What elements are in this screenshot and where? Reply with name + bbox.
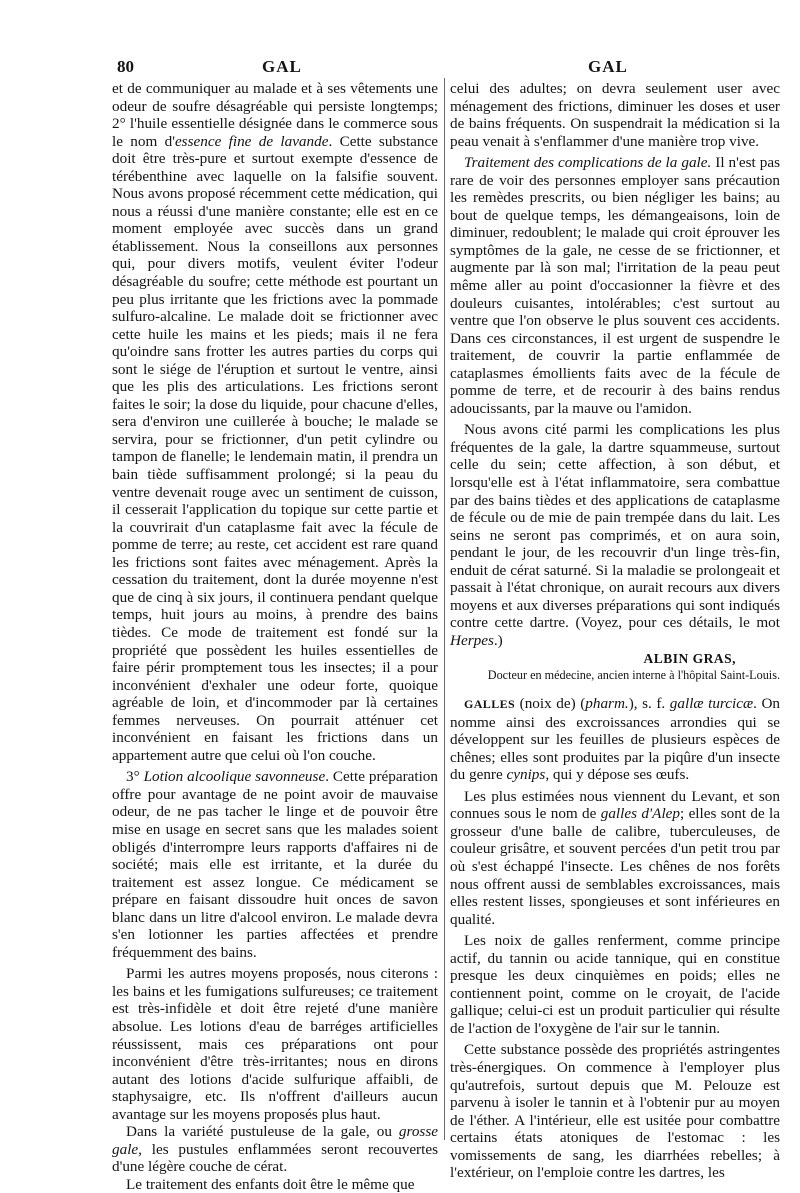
left-column: [112, 80, 438, 1193]
running-head-left: GAL: [262, 57, 302, 76]
author-title: Docteur en médecine, ancien interne à l'hôpital Saint-Louis.: [487, 668, 780, 683]
author-signature: ALBIN GRAS,: [643, 650, 736, 666]
page-header: [0, 57, 800, 81]
right-column: [450, 80, 780, 1182]
paragraph-lavender-oil: et de communiquer au malade et à ses vêtements une odeur de soufre désagréable qui persiste longtemps; 2° l'huile essentielle désignée dans le commerce sous le nom d'essence fine de lavande. Cette substance doit être très-pure et surtout exempte d'essence de térébenthine avec laquelle on la falsifie souvent. Nous avons proposé récemment cette médication, qui nous a réussi d'une manière constante; elle est en ce moment employée avec succès dans un grand établissement. Nous la conseillons aux personnes qui, pour divers motifs, veulent éviter l'odeur désagréable du soufre; cette méthode est pourtant un peu plus irritante que les frictions avec la pommade sulfuro-alcaline. Le malade doit se frictionner avec cette huile les mains et les pieds; mais il ne fera qu'oindre sans frotter les autres parties du corps qui sont le siége de l'éruption et surtout le ventre, ainsi que les plis des articulations. Les frictions seront faites le soir; la dose du liquide, pour chacune d'elles, sera d'environ une cuillerée à bouche; le malade se servira, pour se frictionner, d'un petit cylindre ou tampon de flanelle; le lendemain matin, il prendra un bain tiède suffisamment prolongé; si la peau du ventre devenait rouge avec un sentiment de cuisson, il cesserait l'application du topique sur cette partie et la couvrirait d'un cataplasme fait avec la fécule de pomme de terre; au reste, cet accident est rare quand les frictions sont faites avec ménagement. Après la cessation du traitement, dont la durée moyenne n'est que de cinq à six jours, il continuera pendant quelque temps, huit jours au moins, à prendre des bains tièdes. Ce mode de traitement est fondé sur la propriété que possèdent les huiles essentielles de faire périr promptement tous les insectes; il a pour inconvénient d'exhaler une odeur forte, quoique agréable de loin, et d'incommoder par là certaines femmes nerveuses. On pourrait atténuer cet inconvénient en faisant les frictions dans un appartement autre que celui où l'on couche.: [112, 80, 438, 764]
paragraph-children-treatment: Le traitement des enfants doit être le même que: [126, 1175, 415, 1193]
paragraph-dartre: Nous avons cité parmi les complications les plus fréquentes de la gale, la dartre squammeuse, surtout celle du sein; cette affection, à son début, et lorsqu'elle est à l'état inflammatoire, sera combattue par des bains tièdes et des applications de cataplasme de fécule ou de mie de pain trempée dans du lait. Les seins ne seront pas comprimés, et on aura soin, pendant le jour, de les recouvrir d'un linge très-fin, enduit de cérat saturné. Si la maladie se prolongeait et passait à l'état chronique, on aurait recours aux divers moyens et aux diverses préparations qui sont indiqués contre cette dartre. (Voyez, pour ces détails, le mot Herpes.): [450, 421, 780, 649]
column-divider: [444, 78, 445, 1140]
paragraph-adults: celui des adultes; on devra seulement user avec ménagement des frictions, diminuer les doses et user de bains fréquents. On suspendrait la médication si la peau venait à s'enflammer d'une manière trop vive.: [450, 80, 780, 150]
paragraph-levant-galls: Les plus estimées nous viennent du Levant, et son connues sous le nom de galles d'Alep; elles sont de la grosseur d'une balle de calibre, tuberculeuses, de couleur grisâtre, et souvent percées d'un petit trou par où s'est échappé l'insecte. Les chênes de nos forêts nous offrent aussi de semblables excroissances, mais elles restent lisses, spongieuses et sont inférieures en qualité.: [450, 787, 780, 928]
entry-galles: GALLES (noix de) (pharm.), s. f. gallæ turcicæ. On nomme ainsi des excroissances arrondies qui se développent sur les feuilles de plusieurs espèces de chênes; elles sont produites par la piqûre d'un insecte du genre cynips, qui y dépose ses œufs.: [450, 695, 781, 784]
paragraph-astringent: Cette substance possède des propriétés astringentes très-énergiques. On commence à l'employer plus qu'autrefois, surtout depuis que M. Pelouze est parvenu à isoler le tannin et à l'obtenir pur au moyen de l'éther. A l'intérieur, elle est usitée pour combattre certains états atoniques de l'estomac : les vomissements de sang, les diarrhées rebelles; à l'extérieur, on l'emploie contre les dartres, les: [450, 1041, 780, 1182]
paragraph-other-means: Parmi les autres moyens proposés, nous citerons : les bains et les fumigations sulfureuses; ce traitement est très-infidèle et doit être rejeté d'une manière absolue. Les lotions d'eau de barréges artificielles réussissent, mais ces préparations ont pour inconvénient d'être très-irritantes; nous en dirons autant des lotions d'acide sulfurique affaibli, de staphysaigre, etc. Ils n'offrent d'ailleurs aucun avantage sur les moyens proposés plus haut.: [112, 965, 438, 1123]
paragraph-pustular-variety: Dans la variété pustuleuse de la gale, ou grosse gale, les pustules enflammées seront recouvertes d'une légère couche de cérat.: [112, 1123, 438, 1176]
paragraph-complications: Traitement des complications de la gale. Il n'est pas rare de voir des personnes employer sans précaution les remèdes prescrits, ou bien négliger les bains; au bout de quelque temps, les démangeaisons, loin de diminuer, redoublent; le malade qui croit éprouver les symptômes de la gale, ne cesse de se frictionner, et augmente par là son mal; l'irritation de la peau peut même aller au point d'occasionner la fièvre et des douleurs cuisantes, intolérables; c'est surtout au ventre que l'on observe le plus souvent ces accidents. Dans ces circonstances, il est urgent de suspendre le traitement, de couvrir la partie enflammée de cataplasmes émollients faits avec de la fécule de pomme de terre, et de recourir à des bains rendus adoucissants, par la mauve ou l'amidon.: [450, 154, 780, 417]
page-number: 80: [117, 57, 134, 76]
paragraph-soap-lotion: 3° Lotion alcoolique savonneuse. Cette préparation offre pour avantage de ne point avoir de mauvaise odeur, de ne pas tacher le linge et de pouvoir être mise en usage en secret sans que les malades soient obligés d'interrompre leurs rapports d'affaires ni de société; mais elle est irritante, et la durée du traitement est assez longue. Ce médicament se prépare en faisant dissoudre huit onces de savon blanc dans un litre d'alcool environ. Le malade devra s'en lotionner les parties affectées et prendre fréquemment des bains.: [112, 768, 438, 961]
paragraph-tannin: Les noix de galles renferment, comme principe actif, du tannin ou acide tannique, qui en constitue presque les deux cinquièmes en poids; elles ne contiennent point, comme on le croyait, de l'acide gallique; celui-ci est un produit particulier qui résulte de l'action de l'oxygène de l'air sur le tannin.: [450, 932, 780, 1037]
entry-headword: GALLES: [464, 697, 516, 712]
running-head-right: GAL: [588, 57, 628, 76]
